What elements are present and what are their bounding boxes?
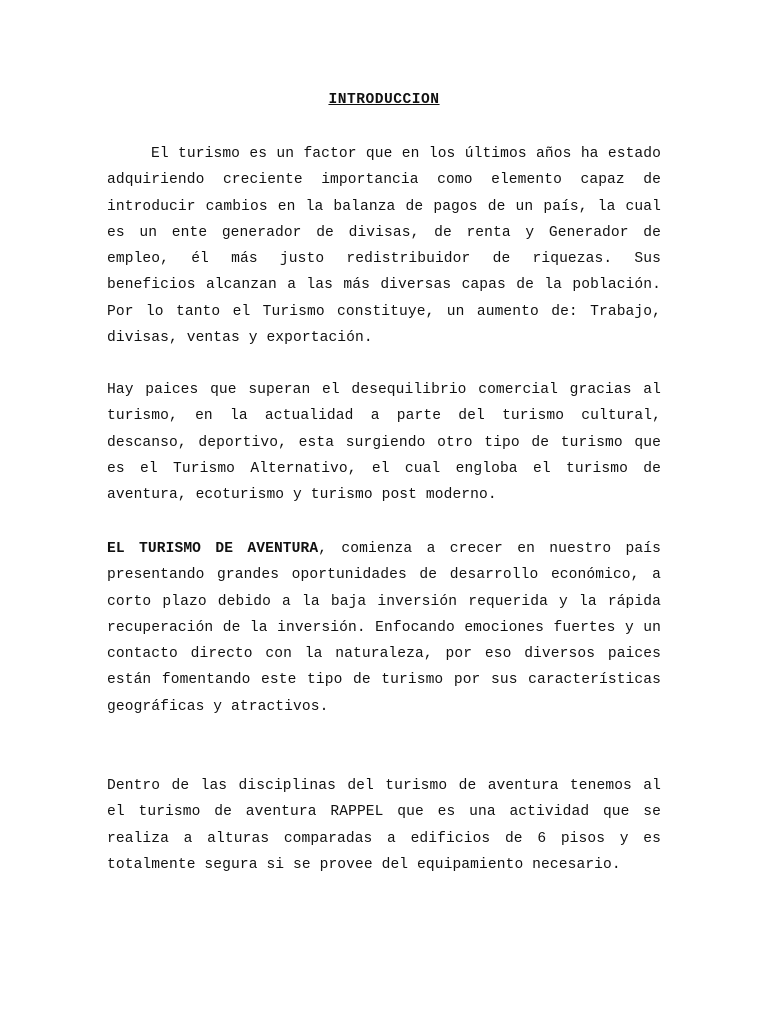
document-title: INTRODUCCION <box>328 92 440 108</box>
paragraph-1 <box>107 141 661 351</box>
paragraph-4-text: Dentro de las disciplinas del turismo de aventura tenemos al el turismo de aventura RAPPEL que es una actividad que se realiza a alturas comparadas a edificios de 6 pisos y es totalmente segura si se provee del equipamiento necesario. <box>107 778 661 873</box>
paragraph-3 <box>107 536 661 720</box>
paragraph-4 <box>107 773 661 878</box>
paragraph-3-lead: EL TURISMO DE AVENTURA <box>107 541 319 557</box>
paragraph-1-text: El turismo es un factor que en los últimos años ha estado adquiriendo creciente importancia como elemento capaz de introducir cambios en la balanza de pagos de un país, la cual es un ente generador de divisas, de renta y Generador de empleo, él más justo redistribuidor de riquezas. Sus beneficios alcanzan a las más diversas capas de la población. Por lo tanto el Turismo constituye, un aumento de: Trabajo, divisas, ventas y exportación. <box>107 146 661 347</box>
paragraph-3-text: , comienza a crecer en nuestro país presentando grandes oportunidades de desarrollo económico, a corto plazo debido a la baja inversión requerida y la rápida recuperación de la inversión. Enfocando emociones fuertes y un contacto directo con la naturaleza, por eso diversos paices están fomentando este tipo de turismo por sus características geográficas y atractivos. <box>107 541 661 715</box>
paragraph-2-text: Hay paices que superan el desequilibrio comercial gracias al turismo, en la actualidad a parte del turismo cultural, descanso, deportivo, esta surgiendo otro tipo de turismo que es el Turismo Alternativo, el cual engloba el turismo de aventura, ecoturismo y turismo post moderno. <box>107 382 661 504</box>
paragraph-2 <box>107 377 661 508</box>
